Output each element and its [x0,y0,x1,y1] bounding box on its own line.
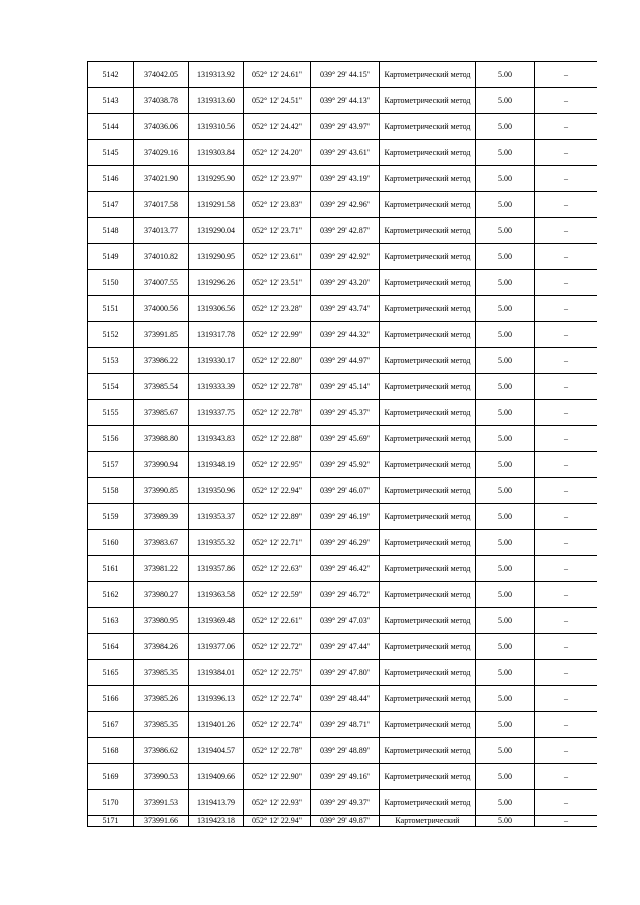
description-cell: – [535,88,598,114]
x-coordinate-cell: 373986.22 [134,348,189,374]
accuracy-cell: 5.00 [476,790,535,816]
description-cell: – [535,62,598,88]
method-cell: Картометрический метод [380,218,476,244]
accuracy-cell: 5.00 [476,166,535,192]
method-cell: Картометрический метод [380,114,476,140]
point-number-cell: 5151 [88,296,134,322]
longitude-cell: 039° 29' 44.15" [311,62,380,88]
y-coordinate-cell: 1319369.48 [189,608,244,634]
y-coordinate-cell: 1319348.19 [189,452,244,478]
latitude-cell: 052° 12' 22.61" [244,608,311,634]
table-row [88,660,598,686]
point-number-cell: 5149 [88,244,134,270]
point-number-cell: 5158 [88,478,134,504]
table-row [88,530,598,556]
y-coordinate-cell: 1319333.39 [189,374,244,400]
table-row [88,790,598,816]
latitude-cell: 052° 12' 22.72" [244,634,311,660]
y-coordinate-cell: 1319355.32 [189,530,244,556]
latitude-cell: 052° 12' 23.28" [244,296,311,322]
method-cell: Картометрический метод [380,764,476,790]
method-cell: Картометрический метод [380,738,476,764]
y-coordinate-cell: 1319330.17 [189,348,244,374]
coordinates-table-page [87,61,597,839]
description-cell: – [535,192,598,218]
method-cell: Картометрический метод [380,62,476,88]
description-cell: – [535,764,598,790]
table-row [88,582,598,608]
longitude-cell: 039° 29' 47.44" [311,634,380,660]
longitude-cell: 039° 29' 42.87" [311,218,380,244]
accuracy-cell: 5.00 [476,582,535,608]
y-coordinate-cell: 1319291.58 [189,192,244,218]
latitude-cell: 052° 12' 24.20" [244,140,311,166]
table-row [88,764,598,790]
y-coordinate-cell: 1319363.58 [189,582,244,608]
description-cell: – [535,114,598,140]
table-row [88,712,598,738]
method-cell: Картометрический метод [380,244,476,270]
method-cell: Картометрический метод [380,88,476,114]
table-row [88,166,598,192]
latitude-cell: 052° 12' 22.78" [244,374,311,400]
accuracy-cell: 5.00 [476,764,535,790]
longitude-cell: 039° 29' 45.92" [311,452,380,478]
x-coordinate-cell: 374029.16 [134,140,189,166]
y-coordinate-cell: 1319384.01 [189,660,244,686]
description-cell: – [535,374,598,400]
table-row [88,322,598,348]
description-cell: – [535,244,598,270]
accuracy-cell: 5.00 [476,426,535,452]
method-cell: Картометрический метод [380,140,476,166]
latitude-cell: 052° 12' 22.93" [244,790,311,816]
accuracy-cell: 5.00 [476,348,535,374]
x-coordinate-cell: 373985.35 [134,660,189,686]
point-number-cell: 5143 [88,88,134,114]
point-number-cell: 5150 [88,270,134,296]
x-coordinate-cell: 373980.27 [134,582,189,608]
point-number-cell: 5160 [88,530,134,556]
table-row [88,270,598,296]
point-number-cell: 5166 [88,686,134,712]
description-cell: – [535,712,598,738]
method-cell: Картометрический метод [380,634,476,660]
latitude-cell: 052° 12' 22.63" [244,556,311,582]
x-coordinate-cell: 373989.39 [134,504,189,530]
description-cell: – [535,686,598,712]
table-row [88,634,598,660]
longitude-cell: 039° 29' 45.69" [311,426,380,452]
method-cell: Картометрический метод [380,322,476,348]
latitude-cell: 052° 12' 23.61" [244,244,311,270]
longitude-cell: 039° 29' 47.80" [311,660,380,686]
latitude-cell: 052° 12' 22.59" [244,582,311,608]
latitude-cell: 052° 12' 23.71" [244,218,311,244]
table-row [88,452,598,478]
latitude-cell: 052° 12' 22.95" [244,452,311,478]
description-cell: – [535,478,598,504]
point-number-cell: 5147 [88,192,134,218]
latitude-cell: 052° 12' 22.74" [244,712,311,738]
method-cell: Картометрический метод [380,348,476,374]
method-cell: Картометрический метод [380,582,476,608]
y-coordinate-cell: 1319357.86 [189,556,244,582]
latitude-cell: 052° 12' 24.42" [244,114,311,140]
table-row [88,738,598,764]
point-number-cell: 5167 [88,712,134,738]
longitude-cell: 039° 29' 46.42" [311,556,380,582]
table-row [88,686,598,712]
table-row [88,244,598,270]
x-coordinate-cell: 373985.35 [134,712,189,738]
point-number-cell: 5169 [88,764,134,790]
longitude-cell: 039° 29' 46.72" [311,582,380,608]
latitude-cell: 052° 12' 22.89" [244,504,311,530]
latitude-cell: 052° 12' 23.51" [244,270,311,296]
point-number-cell: 5148 [88,218,134,244]
y-coordinate-cell: 1319413.79 [189,790,244,816]
x-coordinate-cell: 373988.80 [134,426,189,452]
x-coordinate-cell: 373991.85 [134,322,189,348]
description-cell: – [535,660,598,686]
y-coordinate-cell: 1319313.60 [189,88,244,114]
latitude-cell: 052° 12' 22.78" [244,738,311,764]
x-coordinate-cell: 373990.85 [134,478,189,504]
y-coordinate-cell: 1319313.92 [189,62,244,88]
longitude-cell: 039° 29' 44.13" [311,88,380,114]
point-number-cell: 5142 [88,62,134,88]
point-number-cell: 5145 [88,140,134,166]
method-cell: Картометрический метод [380,504,476,530]
x-coordinate-cell: 373984.26 [134,634,189,660]
accuracy-cell: 5.00 [476,660,535,686]
description-cell: – [535,270,598,296]
x-coordinate-cell: 374000.56 [134,296,189,322]
accuracy-cell: 5.00 [476,686,535,712]
accuracy-cell: 5.00 [476,712,535,738]
table-row [88,426,598,452]
longitude-cell: 039° 29' 46.19" [311,504,380,530]
latitude-cell: 052° 12' 22.78" [244,400,311,426]
method-cell: Картометрический метод [380,712,476,738]
x-coordinate-cell: 373991.53 [134,790,189,816]
method-cell: Картометрический метод [380,166,476,192]
description-cell: – [535,400,598,426]
description-cell: – [535,296,598,322]
y-coordinate-cell: 1319401.26 [189,712,244,738]
y-coordinate-cell: 1319404.57 [189,738,244,764]
latitude-cell: 052° 12' 22.94" [244,478,311,504]
y-coordinate-cell: 1319377.06 [189,634,244,660]
table-row [88,140,598,166]
longitude-cell: 039° 29' 42.92" [311,244,380,270]
accuracy-cell: 5.00 [476,452,535,478]
table-row [88,88,598,114]
accuracy-cell: 5.00 [476,504,535,530]
accuracy-cell: 5.00 [476,62,535,88]
point-number-cell: 5161 [88,556,134,582]
longitude-cell: 039° 29' 46.29" [311,530,380,556]
description-cell: – [535,556,598,582]
accuracy-cell: 5.00 [476,738,535,764]
accuracy-cell: 5.00 [476,114,535,140]
longitude-cell: 039° 29' 49.37" [311,790,380,816]
longitude-cell: 039° 29' 49.16" [311,764,380,790]
point-number-cell: 5155 [88,400,134,426]
longitude-cell: 039° 29' 47.03" [311,608,380,634]
method-cell: Картометрический метод [380,608,476,634]
method-cell: Картометрический метод [380,192,476,218]
method-cell: Картометрический метод [380,478,476,504]
table-row [88,816,598,827]
accuracy-cell: 5.00 [476,530,535,556]
x-coordinate-cell: 373991.66 [134,816,189,827]
method-cell: Картометрический метод [380,452,476,478]
description-cell: – [535,790,598,816]
method-cell: Картометрический метод [380,296,476,322]
latitude-cell: 052° 12' 23.97" [244,166,311,192]
point-number-cell: 5157 [88,452,134,478]
table-row [88,608,598,634]
description-cell: – [535,140,598,166]
point-number-cell: 5153 [88,348,134,374]
accuracy-cell: 5.00 [476,608,535,634]
accuracy-cell: 5.00 [476,634,535,660]
y-coordinate-cell: 1319409.66 [189,764,244,790]
latitude-cell: 052° 12' 24.61" [244,62,311,88]
accuracy-cell: 5.00 [476,244,535,270]
longitude-cell: 039° 29' 46.07" [311,478,380,504]
longitude-cell: 039° 29' 44.32" [311,322,380,348]
x-coordinate-cell: 374042.05 [134,62,189,88]
x-coordinate-cell: 374010.82 [134,244,189,270]
y-coordinate-cell: 1319353.37 [189,504,244,530]
x-coordinate-cell: 374036.06 [134,114,189,140]
description-cell: – [535,322,598,348]
coordinates-table [87,61,597,827]
point-number-cell: 5165 [88,660,134,686]
longitude-cell: 039° 29' 48.71" [311,712,380,738]
longitude-cell: 039° 29' 43.20" [311,270,380,296]
point-number-cell: 5170 [88,790,134,816]
point-number-cell: 5152 [88,322,134,348]
table-row [88,296,598,322]
method-cell: Картометрический метод [380,400,476,426]
latitude-cell: 052° 12' 22.71" [244,530,311,556]
y-coordinate-cell: 1319296.26 [189,270,244,296]
y-coordinate-cell: 1319290.95 [189,244,244,270]
point-number-cell: 5164 [88,634,134,660]
longitude-cell: 039° 29' 43.74" [311,296,380,322]
y-coordinate-cell: 1319290.04 [189,218,244,244]
x-coordinate-cell: 373985.54 [134,374,189,400]
point-number-cell: 5144 [88,114,134,140]
latitude-cell: 052° 12' 22.90" [244,764,311,790]
table-row [88,400,598,426]
accuracy-cell: 5.00 [476,322,535,348]
y-coordinate-cell: 1319303.84 [189,140,244,166]
table-body [88,62,598,827]
description-cell: – [535,816,598,827]
method-cell: Картометрический метод [380,270,476,296]
description-cell: – [535,426,598,452]
accuracy-cell: 5.00 [476,218,535,244]
accuracy-cell: 5.00 [476,478,535,504]
x-coordinate-cell: 373990.94 [134,452,189,478]
description-cell: – [535,166,598,192]
latitude-cell: 052° 12' 22.75" [244,660,311,686]
method-cell: Картометрический метод [380,426,476,452]
description-cell: – [535,582,598,608]
x-coordinate-cell: 374017.58 [134,192,189,218]
accuracy-cell: 5.00 [476,192,535,218]
table-row [88,62,598,88]
table-row [88,348,598,374]
latitude-cell: 052° 12' 22.94" [244,816,311,827]
longitude-cell: 039° 29' 45.14" [311,374,380,400]
x-coordinate-cell: 374038.78 [134,88,189,114]
point-number-cell: 5163 [88,608,134,634]
x-coordinate-cell: 373985.67 [134,400,189,426]
y-coordinate-cell: 1319317.78 [189,322,244,348]
accuracy-cell: 5.00 [476,400,535,426]
latitude-cell: 052° 12' 22.80" [244,348,311,374]
y-coordinate-cell: 1319306.56 [189,296,244,322]
method-cell: Картометрический метод [380,790,476,816]
method-cell: Картометрический метод [380,686,476,712]
description-cell: – [535,530,598,556]
accuracy-cell: 5.00 [476,816,535,827]
point-number-cell: 5156 [88,426,134,452]
table-row [88,114,598,140]
longitude-cell: 039° 29' 48.89" [311,738,380,764]
x-coordinate-cell: 373986.62 [134,738,189,764]
description-cell: – [535,452,598,478]
y-coordinate-cell: 1319310.56 [189,114,244,140]
longitude-cell: 039° 29' 45.37" [311,400,380,426]
description-cell: – [535,504,598,530]
longitude-cell: 039° 29' 48.44" [311,686,380,712]
x-coordinate-cell: 373980.95 [134,608,189,634]
point-number-cell: 5171 [88,816,134,827]
point-number-cell: 5154 [88,374,134,400]
accuracy-cell: 5.00 [476,556,535,582]
x-coordinate-cell: 374007.55 [134,270,189,296]
accuracy-cell: 5.00 [476,296,535,322]
latitude-cell: 052° 12' 23.83" [244,192,311,218]
description-cell: – [535,608,598,634]
longitude-cell: 039° 29' 42.96" [311,192,380,218]
description-cell: – [535,218,598,244]
accuracy-cell: 5.00 [476,140,535,166]
x-coordinate-cell: 373990.53 [134,764,189,790]
table-row [88,556,598,582]
point-number-cell: 5146 [88,166,134,192]
x-coordinate-cell: 373985.26 [134,686,189,712]
table-row [88,218,598,244]
x-coordinate-cell: 373983.67 [134,530,189,556]
description-cell: – [535,348,598,374]
point-number-cell: 5159 [88,504,134,530]
table-row [88,374,598,400]
table-row [88,192,598,218]
description-cell: – [535,738,598,764]
accuracy-cell: 5.00 [476,270,535,296]
method-cell: Картометрический метод [380,530,476,556]
latitude-cell: 052° 12' 22.88" [244,426,311,452]
y-coordinate-cell: 1319295.90 [189,166,244,192]
y-coordinate-cell: 1319337.75 [189,400,244,426]
table-row [88,504,598,530]
y-coordinate-cell: 1319423.18 [189,816,244,827]
longitude-cell: 039° 29' 43.97" [311,114,380,140]
latitude-cell: 052° 12' 24.51" [244,88,311,114]
method-cell: Картометрический метод [380,660,476,686]
longitude-cell: 039° 29' 44.97" [311,348,380,374]
y-coordinate-cell: 1319343.83 [189,426,244,452]
x-coordinate-cell: 374021.90 [134,166,189,192]
method-cell: Картометрический метод [380,374,476,400]
accuracy-cell: 5.00 [476,88,535,114]
table-row [88,478,598,504]
y-coordinate-cell: 1319396.13 [189,686,244,712]
x-coordinate-cell: 373981.22 [134,556,189,582]
latitude-cell: 052° 12' 22.74" [244,686,311,712]
latitude-cell: 052° 12' 22.99" [244,322,311,348]
description-cell: – [535,634,598,660]
longitude-cell: 039° 29' 49.87" [311,816,380,827]
method-cell: Картометрический [380,816,476,827]
accuracy-cell: 5.00 [476,374,535,400]
y-coordinate-cell: 1319350.96 [189,478,244,504]
longitude-cell: 039° 29' 43.19" [311,166,380,192]
longitude-cell: 039° 29' 43.61" [311,140,380,166]
x-coordinate-cell: 374013.77 [134,218,189,244]
point-number-cell: 5168 [88,738,134,764]
method-cell: Картометрический метод [380,556,476,582]
point-number-cell: 5162 [88,582,134,608]
